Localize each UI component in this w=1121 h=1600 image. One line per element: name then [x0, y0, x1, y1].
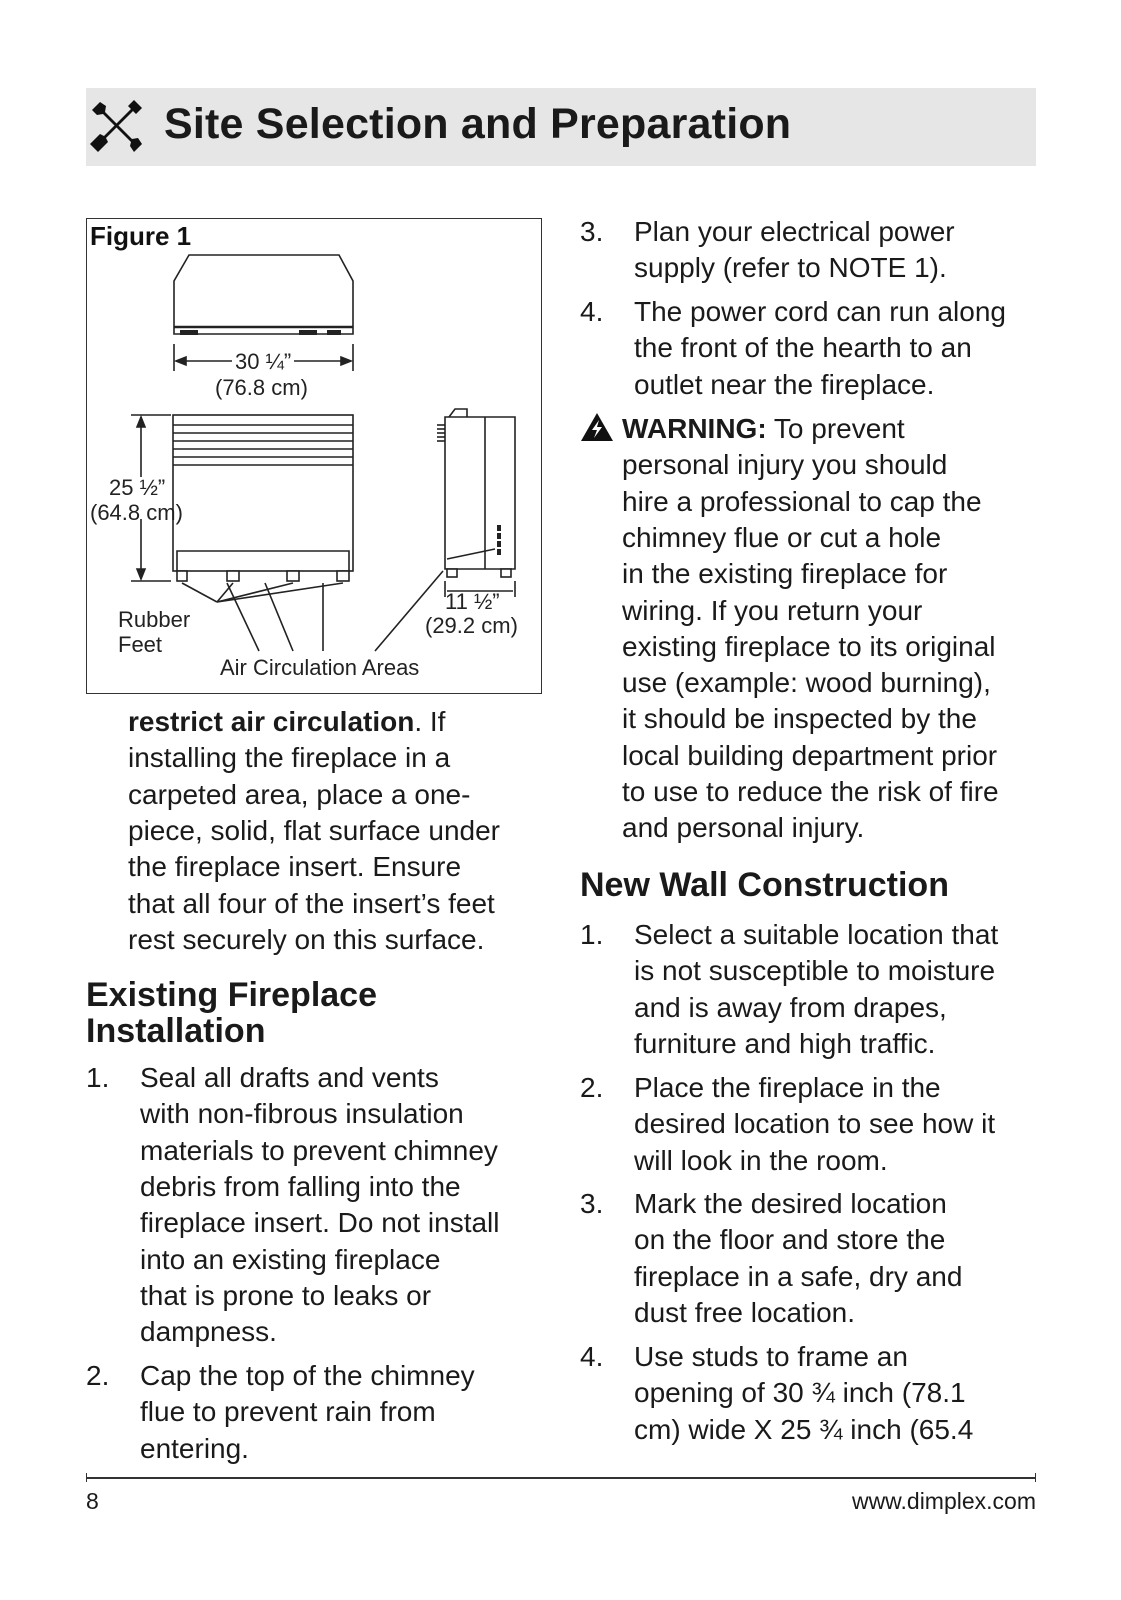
page-number: 8	[86, 1488, 99, 1514]
air-circulation-label: Air Circulation Areas	[220, 655, 420, 680]
existing-fireplace-heading-line1: Existing Fireplace	[86, 976, 377, 1014]
list-number: 1.	[86, 1062, 110, 1093]
text-line: it should be inspected by the	[622, 703, 977, 735]
list-number: 4.	[580, 1341, 604, 1372]
text-line: that all four of the insert’s feet	[128, 887, 495, 919]
list-number: 3.	[580, 1188, 604, 1219]
width-inches-label: 30 ¼”	[235, 349, 292, 374]
height-inches-label: 25 ½”	[109, 475, 166, 500]
rubber-feet-label-line2: Feet	[118, 632, 163, 657]
fireplace-dimension-diagram	[87, 219, 543, 695]
text-line: use (example: wood burning),	[622, 667, 991, 699]
text-line: piece, solid, flat surface under	[128, 814, 500, 846]
depth-inches-label: 11 ½”	[445, 589, 500, 614]
height-cm-label: (64.8 cm)	[90, 500, 183, 525]
rubber-feet-label-line1: Rubber	[118, 607, 191, 632]
text-line: installing the fireplace in a	[128, 742, 451, 774]
text-line: local building department prior	[622, 739, 998, 771]
text-line: WARNING: To prevent	[622, 413, 905, 444]
text-line: carpeted area, place a one-	[128, 778, 471, 810]
new-wall-heading: New Wall Construction	[580, 866, 949, 904]
width-cm-label: (76.8 cm)	[215, 375, 308, 400]
side-view	[437, 409, 515, 597]
warning-label: WARNING:	[622, 413, 767, 444]
list-number: 2.	[580, 1072, 604, 1103]
warning-icon	[580, 412, 614, 442]
footer-rule	[86, 1477, 1036, 1479]
section-header	[86, 88, 1036, 166]
list-number: 1.	[580, 919, 604, 950]
depth-cm-label: (29.2 cm)	[425, 613, 518, 638]
tools-icon	[86, 96, 146, 156]
text-line: and personal injury.	[622, 812, 865, 844]
list-number: 4.	[580, 296, 604, 327]
figure-title: Figure 1	[90, 221, 192, 251]
existing-fireplace-heading-line2: Installation	[86, 1012, 266, 1050]
page-title: Site Selection and Preparation	[164, 100, 792, 148]
text-line: to use to reduce the risk of fire	[622, 776, 999, 807]
list-number: 3.	[580, 216, 604, 247]
text-line: existing fireplace to its original	[622, 630, 996, 662]
bold-lead: restrict air circulation	[128, 706, 415, 737]
text-line: hire a professional to cap the	[622, 485, 982, 517]
figure-1	[86, 218, 542, 694]
text-line: rest securely on this surface.	[128, 923, 485, 955]
text-line: chimney flue or cut a hole	[622, 521, 942, 553]
website-link[interactable]: www.dimplex.com	[851, 1488, 1036, 1514]
callout-leaders	[182, 571, 443, 651]
text-line: personal injury you should	[622, 449, 948, 481]
text-line: in the existing fireplace for	[622, 558, 948, 590]
text-line: restrict air circulation. If	[128, 706, 446, 737]
text-line: wiring. If you return your	[622, 594, 923, 626]
list-number: 2.	[86, 1360, 110, 1391]
text-line: the fireplace insert. Ensure	[128, 851, 462, 883]
